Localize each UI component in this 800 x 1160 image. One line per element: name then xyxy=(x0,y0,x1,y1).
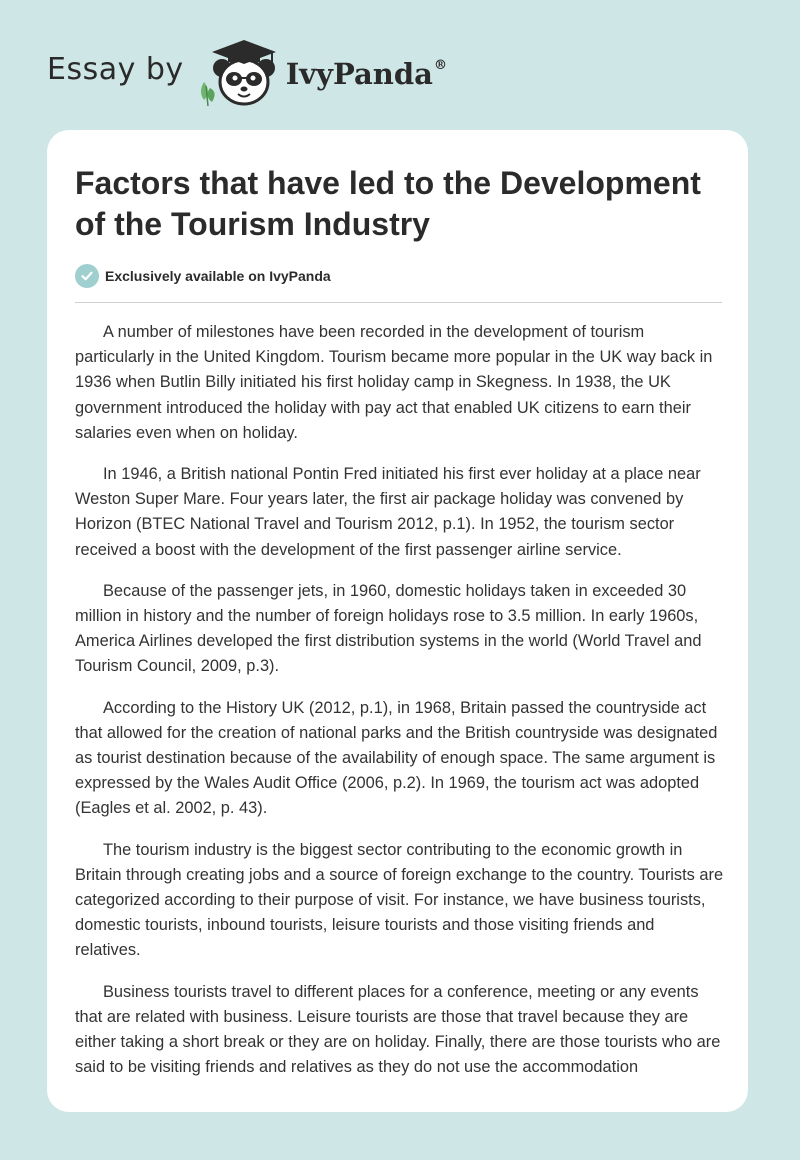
brand-prefix: Essay by xyxy=(47,51,184,87)
paragraph: A number of milestones have been recorded in the development of tourism particularly in the United Kingdom. Tourism became more popular in the UK way back in 1936 when Butlin Billy initiated his first holiday camp in Skegness. In 1938, the UK government introduced the holiday with pay act that enabled UK citizens to earn their salaries even when on holiday. xyxy=(75,323,713,442)
paragraph: Business tourists travel to different places for a conference, meeting or any events that are related with business. Leisure tourists are those that travel because they are either taking a short break or they are on holiday. Finally, there are those tourists who are said to be visiting friends and relatives as they do not use the accommodation xyxy=(75,982,721,1077)
divider xyxy=(75,302,722,303)
paragraph: Because of the passenger jets, in 1960, domestic holidays taken in exceeded 30 million in history and the number of foreign holidays rose to 3.5 million. In early 1960s, America Airlines developed the first distribution systems in the world (World Travel and Tourism Council, 2009, p.3). xyxy=(75,581,702,676)
exclusive-label: Exclusively available on IvyPanda xyxy=(105,268,331,284)
page-title: Factors that have led to the Development of the Tourism Industry xyxy=(75,165,701,242)
brand-name[interactable]: IvyPanda® xyxy=(285,57,447,91)
paragraph: The tourism industry is the biggest sector contributing to the economic growth in Britain through creating jobs and a source of foreign exchange to the country. Tourists are categorized according to their purpose of visit. For instance, we have business tourists, domestic tourists, inbound tourists, leisure tourists and those visiting friends and relatives. xyxy=(75,840,724,960)
site-header xyxy=(47,34,447,110)
panda-graduation-cap-icon[interactable] xyxy=(196,34,292,110)
essay-body xyxy=(75,320,724,1096)
paragraph: In 1946, a British national Pontin Fred initiated his first ever holiday at a place near Weston Super Mare. Four years later, the first air package holiday was convened by Horizon (BTEC National Travel and Tourism 2012, p.1). In 1952, the tourism sector received a boost with the development of the first passenger airline service. xyxy=(75,465,701,559)
exclusive-badge xyxy=(75,264,331,288)
registered-mark: ® xyxy=(433,58,447,74)
essay-card xyxy=(47,130,748,1112)
check-circle-icon xyxy=(75,264,99,288)
paragraph: According to the History UK (2012, p.1), in 1968, Britain passed the countryside act that allowed for the creation of national parks and the British countryside was designated as tourist destination because of the availability of enough space. The same argument is expressed by the Wales Audit Office (2006, p.2). In 1969, the tourism act was adopted (Eagles et al. 2002, p. 43). xyxy=(75,698,718,818)
